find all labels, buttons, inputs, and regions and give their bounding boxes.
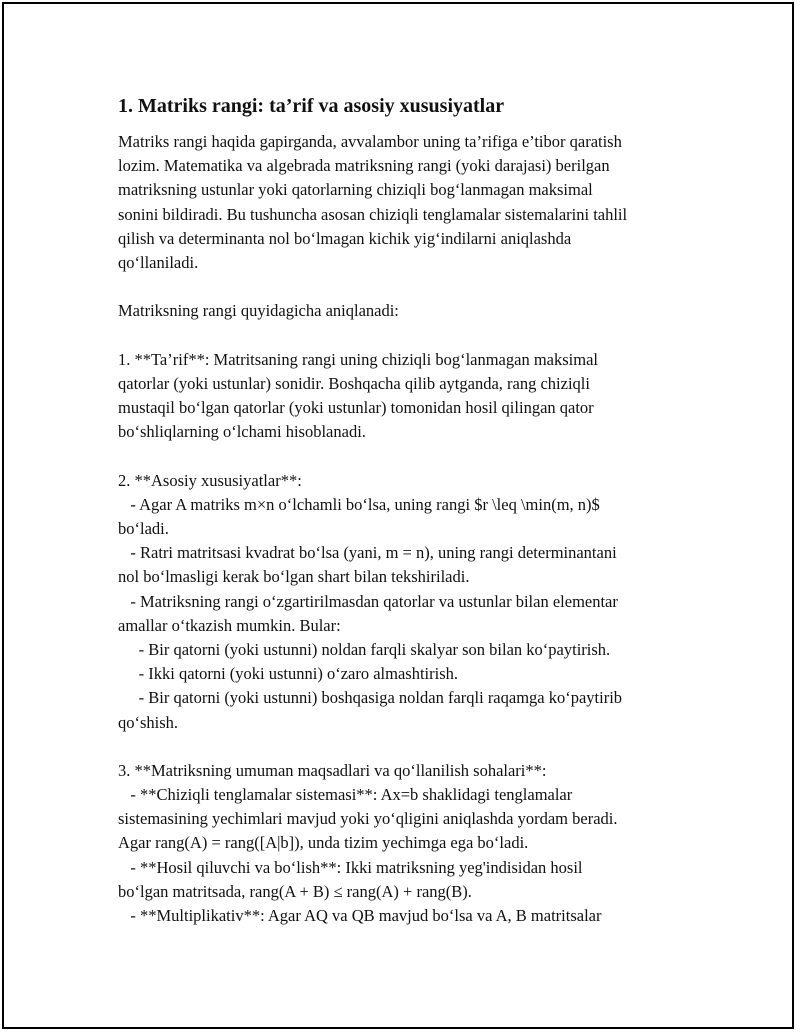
text-line: 1. **Ta’rif**: Matritsaning rangi uning chiziqli bog‘lanmagan maksimal	[118, 349, 598, 369]
text-line: - **Multiplikativ**: Agar AQ va QB mavjud bo‘lsa va A, B matritsalar	[118, 906, 602, 925]
text-line: matriksning ustunlar yoki qatorlarning chiziqli bog‘lanmagan maksimal	[118, 180, 593, 200]
blank-line	[118, 324, 698, 348]
text-line: - Ratri matritsasi kvadrat bo‘lsa (yani, m = n), uning rangi determinantani	[118, 543, 617, 563]
section-heading: 1. Matriks rangi: ta’rif va asosiy xususiyatlar	[118, 95, 505, 117]
text-line: mustaqil bo‘lgan qatorlar (yoki ustunlar) tomonidan hosil qilingan qator	[118, 398, 594, 418]
blank-line	[118, 444, 698, 468]
text-line: amallar o‘tkazish mumkin. Bular:	[118, 615, 341, 635]
document-body	[118, 94, 698, 928]
text-line: - Ikki qatorni (yoki ustunni) o‘zaro almashtirish.	[118, 664, 459, 684]
text-line: sonini bildiradi. Bu tushuncha asosan chiziqli tenglamalar sistemalarini tahlil	[118, 204, 628, 224]
text-line: bo‘ladi.	[118, 519, 169, 538]
text-line: nol bo‘lmasligi kerak bo‘lgan shart bilan tekshiriladi.	[118, 567, 470, 587]
text-line: - Matriksning rangi o‘zgartirilmasdan qatorlar va ustunlar bilan elementar	[118, 591, 618, 611]
text-line: sistemasining yechimlari mavjud yoki yo‘qligini aniqlashda yordam beradi.	[118, 809, 618, 829]
text-line: - **Hosil qiluvchi va bo‘lish**: Ikki matriksning yeg'indisidan hosil	[118, 857, 583, 877]
text-line: - Bir qatorni (yoki ustunni) boshqasiga noldan farqli raqamga ko‘paytirib	[118, 688, 623, 708]
text-line: qilish va determinanta nol bo‘lmagan kichik yig‘indilarni aniqlashda	[118, 228, 572, 248]
text-line: lozim. Matematika va algebrada matriksning rangi (yoki darajasi) berilgan	[118, 156, 610, 176]
text-line: Matriksning rangi quyidagicha aniqlanadi:	[118, 301, 399, 321]
blank-line	[118, 275, 698, 299]
text-line: qo‘shish.	[118, 712, 179, 732]
text-line: Agar rang(A) = rang([A|b]), unda tizim yechimga ega bo‘ladi.	[118, 833, 529, 853]
text-line: - Agar A matriks m×n o‘lchamli bo‘lsa, uning rangi $r \leq \min(m, n)$	[118, 494, 600, 514]
text-line: 3. **Matriksning umuman maqsadlari va qo‘llanilish sohalari**:	[118, 760, 547, 780]
text-line: bo‘shliqlarning o‘lchami hisoblanadi.	[118, 422, 366, 442]
blank-line	[118, 735, 698, 759]
text-line: Matriks rangi haqida gapirganda, avvalambor uning ta’rifiga e’tibor qaratish	[118, 132, 622, 151]
text-line: bo‘lgan matritsada, rang(A + B) ≤ rang(A) + rang(B).	[118, 881, 472, 901]
text-line: 2. **Asosiy xususiyatlar**:	[118, 470, 302, 490]
text-line: - Bir qatorni (yoki ustunni) noldan farqli skalyar son bilan ko‘paytirish.	[118, 639, 611, 659]
paragraph-block	[118, 130, 698, 928]
text-line: qo‘llaniladi.	[118, 252, 199, 272]
text-line: qatorlar (yoki ustunlar) sonidir. Boshqacha qilib aytganda, rang chiziqli	[118, 373, 590, 393]
text-line: - **Chiziqli tenglamalar sistemasi**: Ax=b shaklidagi tenglamalar	[118, 785, 573, 805]
